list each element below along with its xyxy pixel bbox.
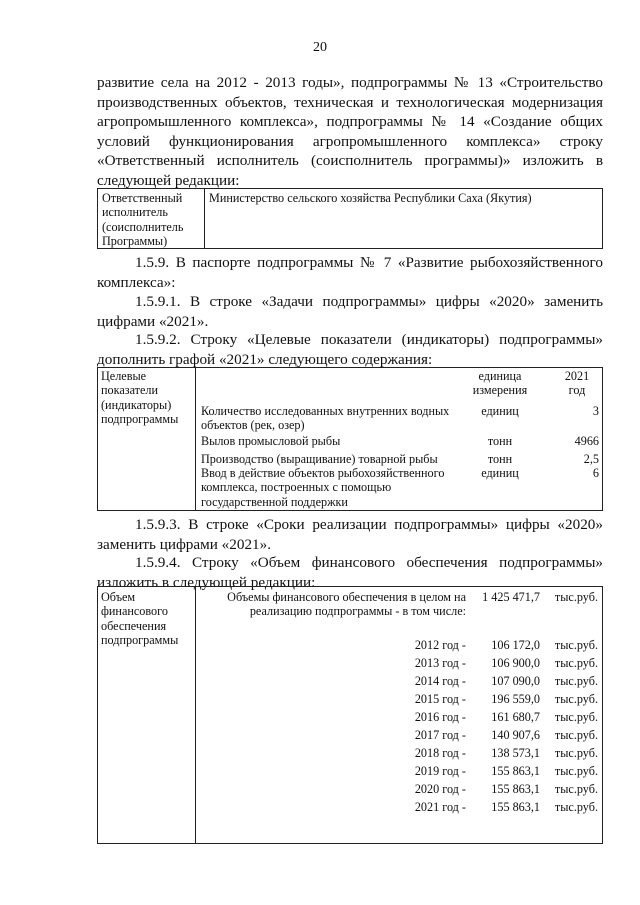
financing-year-value: 155 863,1: [491, 782, 540, 796]
paragraph-intro: развитие села на 2012 - 2013 годы», подпрограммы № 13 «Строительство производственных объектов, техническая и технологическая модернизация агропромышленного комплекса», подпрограммы № 14 «Создание общих условий функционирования агропромышленного комплекса» строку «Ответственный исполнитель (соисполнитель программы)» изложить в следующей редакции:: [97, 74, 603, 189]
financing-year: 2015 год -: [414, 692, 466, 706]
financing-year-value: 106 172,0: [491, 638, 540, 652]
financing-label: Объем финансового обеспечения подпрограммы: [101, 590, 179, 648]
financing-year: 2021 год -: [414, 800, 466, 814]
financing-year: 2017 год -: [414, 728, 466, 742]
indicator-name: Ввод в действие объектов рыбохозяйственного комплекса, построенных с помощью государственной поддержки: [201, 466, 445, 509]
paragraph-1-5-9-2: 1.5.9.2. Строку «Целевые показатели (индикаторы) подпрограммы» дополнить графой «2021» следующего содержания:: [97, 331, 603, 368]
indicator-value: 4966: [574, 434, 599, 448]
financing-year: 2016 год -: [414, 710, 466, 724]
responsible-executor-table: [97, 188, 603, 249]
paragraph-1-5-9-1: 1.5.9.1. В строке «Задачи подпрограммы» цифры «2020» заменить цифрами «2021».: [97, 293, 603, 330]
financing-year: 2012 год -: [414, 638, 466, 652]
financing-year-value: 155 863,1: [491, 764, 540, 778]
financing-unit: тыс.руб.: [554, 674, 598, 688]
financing-year-value: 161 680,7: [491, 710, 540, 724]
financing-year: 2019 год -: [414, 764, 466, 778]
financing-year-value: 138 573,1: [491, 746, 540, 760]
financing-unit: тыс.руб.: [554, 746, 598, 760]
financing-year-value: 140 907,6: [491, 728, 540, 742]
indicator-name: Вылов промысловой рыбы: [201, 434, 341, 448]
indicator-unit: единиц: [481, 466, 519, 480]
financing-unit: тыс.руб.: [554, 728, 598, 742]
financing-unit: тыс.руб.: [554, 710, 598, 724]
target-indicators-label: Целевые показатели (индикаторы) подпрограммы: [101, 369, 179, 427]
financing-year-value: 155 863,1: [491, 800, 540, 814]
page-number: 20: [313, 40, 327, 55]
year-2021-header: 2021 год: [564, 369, 590, 398]
financing-unit: тыс.руб.: [554, 590, 598, 604]
financing-total-value: 1 425 471,7: [482, 590, 540, 604]
financing-unit: тыс.руб.: [554, 764, 598, 778]
financing-year: 2014 год -: [414, 674, 466, 688]
indicator-unit: тонн: [487, 434, 513, 448]
responsible-executor-value: Министерство сельского хозяйства Республики Саха (Якутия): [209, 191, 532, 205]
financing-year: 2020 год -: [414, 782, 466, 796]
financing-unit: тыс.руб.: [554, 656, 598, 670]
financing-year-value: 196 559,0: [491, 692, 540, 706]
financing-unit: тыс.руб.: [554, 638, 598, 652]
financing-unit: тыс.руб.: [554, 800, 598, 814]
indicator-value: 6: [592, 466, 599, 480]
financing-total-label: Объемы финансового обеспечения в целом на реализацию подпрограммы - в том числе:: [227, 590, 466, 619]
target-indicators-table: [97, 367, 603, 511]
financing-year: 2013 год -: [414, 656, 466, 670]
indicator-value: 3: [592, 404, 599, 418]
paragraph-1-5-9: 1.5.9. В паспорте подпрограммы № 7 «Развитие рыбохозяйственного комплекса»:: [97, 254, 603, 291]
financing-year-value: 107 090,0: [491, 674, 540, 688]
financing-unit: тыс.руб.: [554, 692, 598, 706]
indicator-name: Производство (выращивание) товарной рыбы: [201, 452, 438, 466]
financing-unit: тыс.руб.: [554, 782, 598, 796]
indicator-unit: единиц: [481, 404, 519, 418]
indicator-value: 2,5: [583, 452, 599, 466]
financing-year: 2018 год -: [414, 746, 466, 760]
unit-header: единица измерения: [472, 369, 528, 398]
indicator-unit: тонн: [487, 452, 513, 466]
responsible-executor-label: Ответственный исполнитель (соисполнитель Программы): [102, 191, 184, 249]
financing-year-value: 106 900,0: [491, 656, 540, 670]
indicator-name: Количество исследованных внутренних водных объектов (рек, озер): [201, 404, 450, 433]
paragraph-1-5-9-4: 1.5.9.4. Строку «Объем финансового обеспечения подпрограммы» изложить в следующей редакции:: [97, 554, 603, 591]
paragraph-1-5-9-3: 1.5.9.3. В строке «Сроки реализации подпрограммы» цифры «2020» заменить цифрами «2021».: [97, 516, 603, 553]
financing-table: [97, 586, 603, 844]
